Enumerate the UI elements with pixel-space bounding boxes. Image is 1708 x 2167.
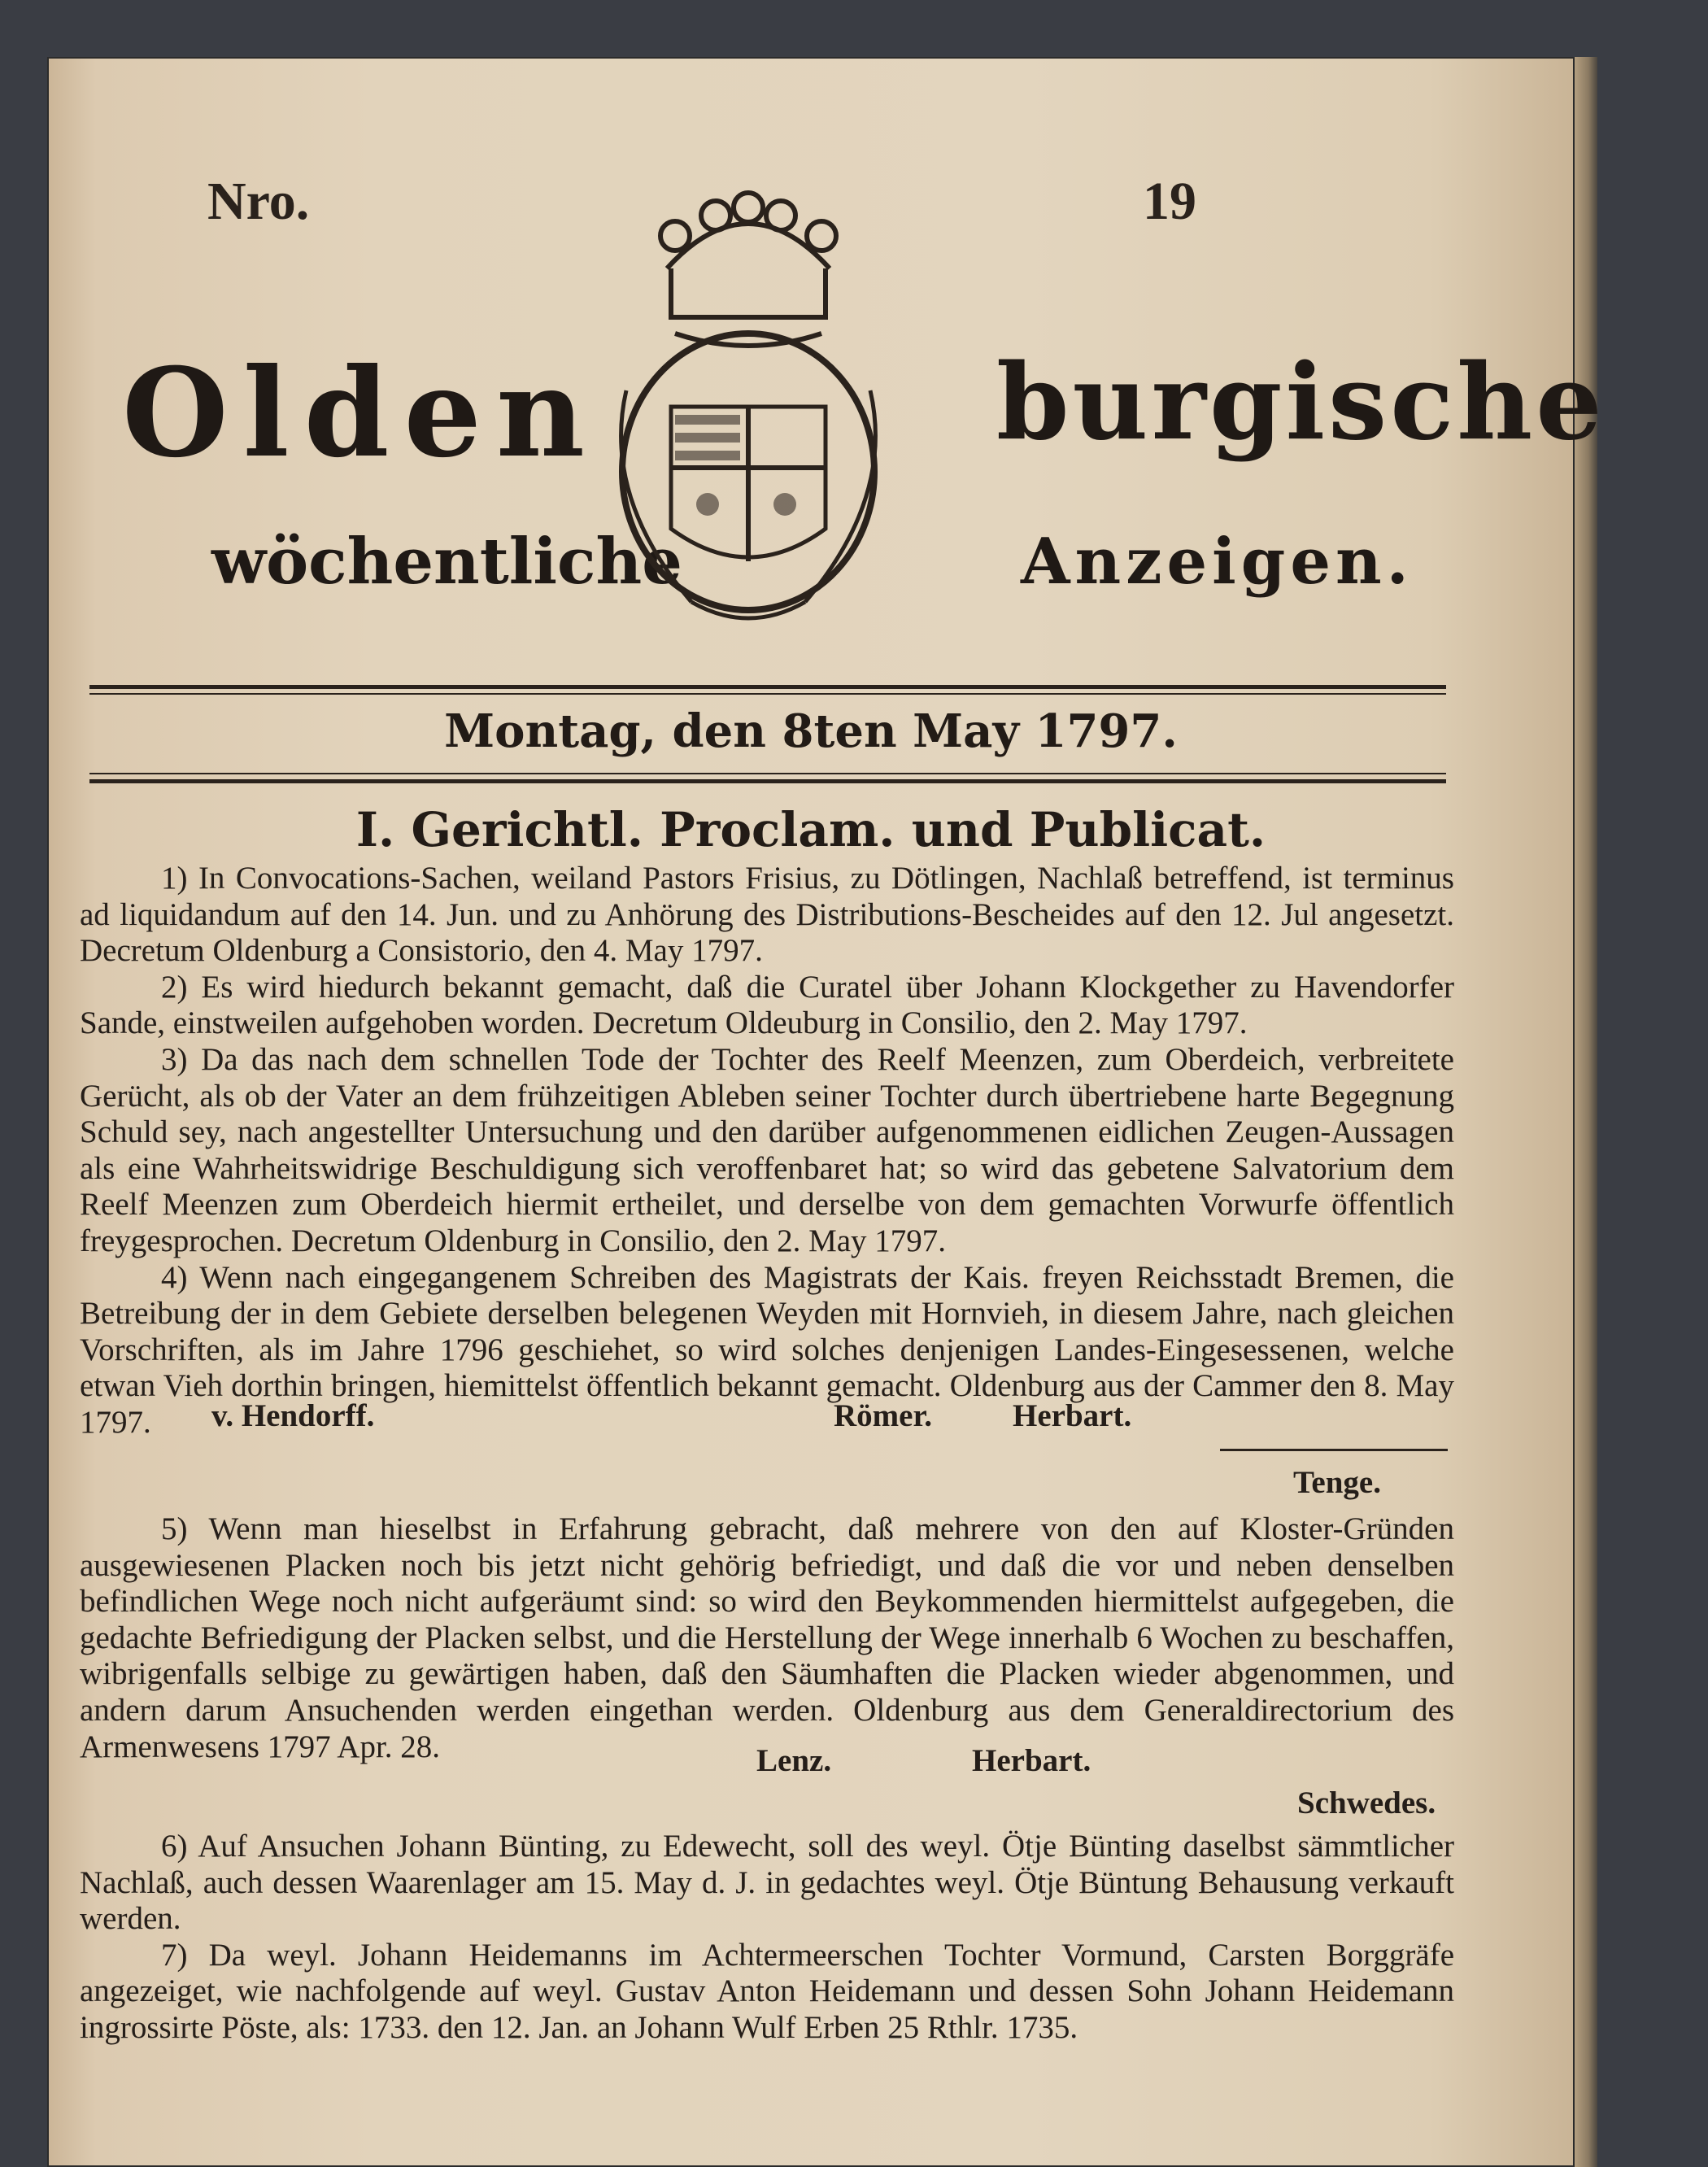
notice-paragraph: 2) Es wird hiedurch bekannt gemacht, daß die Curatel über Johann Klockgether zu Havendorfer Sande, einstweilen aufgehoben worden. Decretum Oldeuburg in Consilio, den 2. May 1797. <box>80 969 1454 1041</box>
masthead-title-right: burgische <box>996 342 1606 464</box>
masthead-title-left: Olden <box>122 342 600 485</box>
signature: Herbart. <box>972 1743 1091 1778</box>
notice-paragraph: 1) In Convocations-Sachen, weiland Pastors Frisius, zu Dötlingen, Nachlaß betreffend, ist terminus ad liquidandum auf den 14. Jun. und zu Anhörung des Distributions-Bescheides auf den 12. Jul angesetzt. Decretum Oldenburg a Consistorio, den 4. May 1797. <box>80 861 1454 969</box>
signature-rule <box>1220 1449 1448 1451</box>
notice-paragraph: 3) Da das nach dem schnellen Tode der Tochter des Reelf Meenzen, zum Oberdeich, verbreitete Gerücht, als ob der Vater an dem frühzeitigen Ableben seiner Tochter durch übertriebene harte Begegnung Schuld sey, nach angestellter Untersuchung und den darüber aufgenommenen eidlichen Zeugen-Aussagen als eine Wahrheitswidrige Beschuldigung sich veroffenbaret hat; so wird das gebetene Salvatorium dem Reelf Meenzen zum Oberdeich hiermit ertheilet, und derselbe von dem gemachten Vorwurfe öffentlich freygesprochen. Decretum Oldenburg in Consilio, den 2. May 1797. <box>80 1041 1454 1258</box>
masthead-subtitle-left: wöchentliche <box>211 525 682 599</box>
signature: Römer. <box>834 1398 932 1433</box>
signature: Herbart. <box>1013 1398 1132 1433</box>
bottom-rule <box>89 779 1446 783</box>
section-title: I. Gerichtl. Proclam. und Publicat. <box>355 802 1266 857</box>
top-rule <box>89 685 1446 689</box>
signature: v. Hendorff. <box>211 1398 375 1433</box>
notice-paragraph: 5) Wenn man hieselbst in Erfahrung gebracht, daß mehrere von den auf Kloster-Gründen ausgewiesenen Placken noch bis jetzt nicht gehörig befriedigt, und daß die vor und neben denselben befindlichen Wege noch nicht aufgeräumt sind: so wird den Beykommenden hiermittelst aufgegeben, die gedachte Befriedigung der Placken selbst, und die Herstellung der Wege innerhalb 6 Wochen zu beschaffen, wibrigenfalls selbige zu gewärtigen haben, daß den Säumhaften die Placken wieder abgenommen, und andern darum Ansuchenden werden eingethan werden. Oldenburg aus dem Generaldirectorium des Armenwesens 1797 Apr. 28. <box>80 1511 1454 1764</box>
issue-label: Nro. <box>207 172 310 231</box>
notice-paragraph: 6) Auf Ansuchen Johann Bünting, zu Edewecht, soll des weyl. Ötje Bünting daselbst sämmtlicher Nachlaß, auch dessen Waarenlager am 15. May d. J. in gedachtes weyl. Ötje Büntung Behausung verkauft werden. <box>80 1829 1454 1937</box>
bottom-rule-thin <box>89 773 1446 774</box>
coat-of-arms-emblem <box>594 146 903 651</box>
notice-paragraph: 4) Wenn nach eingegangenem Schreiben des Magistrats der Kais. freyen Reichsstadt Bremen, die Betreibung der in dem Gebiete derselben belegenen Weyden mit Hornvieh, in diesem Jahre, nach gleichen Vorschriften, als im Jahre 1796 geschiehet, so wird solches denjenigen Landes-Eingesessenen, welche etwan Vieh dorthin bringen, hiemittelst öffentlich bekannt gemacht. Oldenburg aus der Cammer den 8. May 1797. <box>80 1259 1454 1440</box>
issue-number: 19 <box>1143 172 1196 231</box>
dateline: Montag, den 8ten May 1797. <box>444 704 1178 758</box>
notice-block-5 <box>80 1511 1454 1765</box>
notice-paragraph: 7) Da weyl. Johann Heidemanns im Achtermeerschen Tochter Vormund, Carsten Borggräfe angezeiget, wie nachfolgende auf weyl. Gustav Anton Heidemann und dessen Sohn Johann Heidemann ingrossirte Pöste, als: 1733. den 12. Jan. an Johann Wulf Erben 25 Rthlr. 1735. <box>80 1937 1454 2045</box>
signature: Lenz. <box>756 1743 832 1778</box>
notice-block-1-4 <box>80 861 1454 1441</box>
notice-block-6-7 <box>80 1829 1454 2047</box>
masthead-subtitle-right: Anzeigen. <box>1021 525 1414 599</box>
signature: Schwedes. <box>1297 1785 1436 1820</box>
signature: Tenge. <box>1293 1465 1381 1500</box>
top-rule-thin <box>89 693 1446 695</box>
